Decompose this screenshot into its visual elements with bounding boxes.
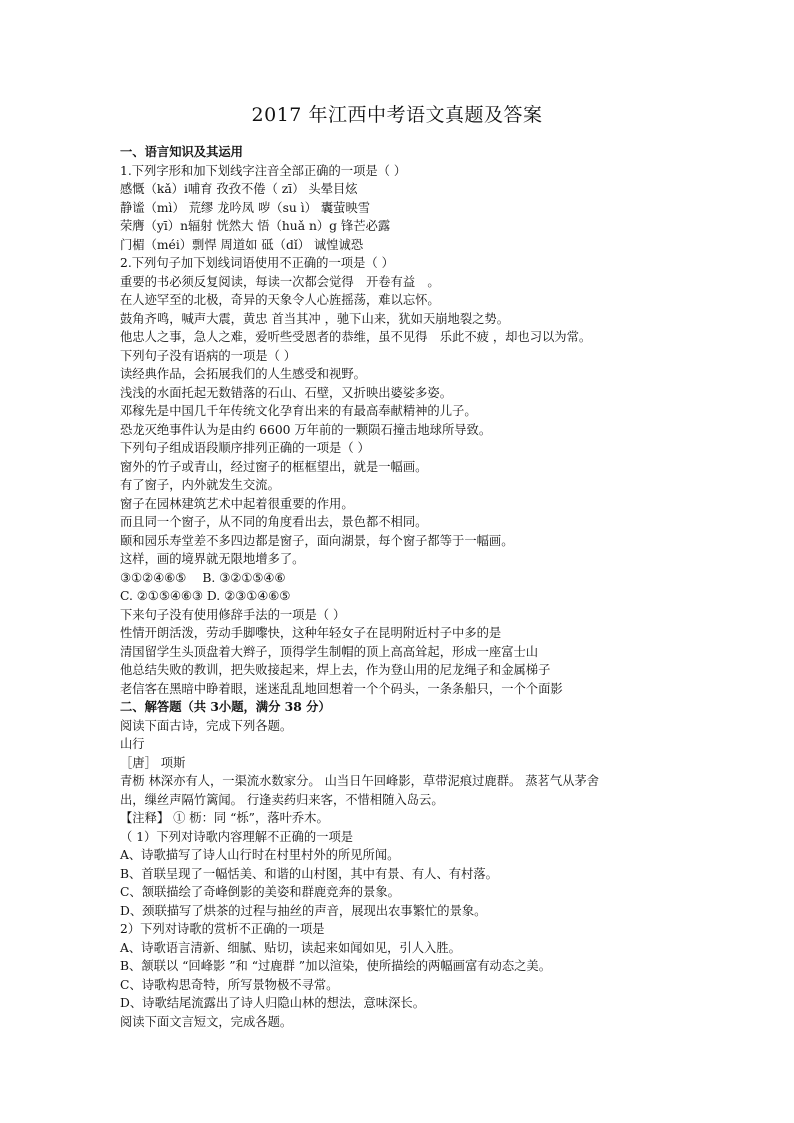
text-line: 静谧（mì） 荒缪 龙吟凤 哕（su ì） 囊萤映雪 <box>120 200 371 215</box>
document-title: 2017 年江西中考语文真题及答案 <box>251 104 543 126</box>
section-1-body <box>120 162 720 699</box>
text-line: 下列句子组成语段顺序排列正确的一项是（ ） <box>120 441 370 455</box>
text-line: 他忠人之事，急人之难，爱听些受恩者的恭维，虽不见得 乐此不疲 ，却也习以为常。 <box>120 330 592 344</box>
text-line: ［唐］ 项斯 <box>120 755 186 770</box>
text-line: 窗子在园林建筑艺术中起着很重要的作用。 <box>120 496 354 511</box>
text-line: C、诗歌构思奇特，所写景物极不寻常。 <box>120 977 339 992</box>
text-line: 读经典作品，会拓展我们的人生感受和视野。 <box>120 367 366 381</box>
text-line: 邓稼先是中国几千年传统文化孕育出来的有最高奉献精神的儿子。 <box>120 404 477 418</box>
text-line: 山行 <box>120 737 145 751</box>
text-line: ③①②④⑥⑤ B. ③②①⑤④⑥ <box>120 570 286 585</box>
text-line: 下来句子没有使用修辞手法的一项是（ ） <box>120 607 346 622</box>
text-line: 这样，画的境界就无限地增多了。 <box>120 552 305 566</box>
text-line: B、颔联以 “回峰影 ”和 “过鹿群 ”加以渲染，使所描绘的两幅画富有动态之美。 <box>120 959 552 973</box>
text-line: 荣膺（yī）n辐射 恍然大 悟（huǎ n）g 锋芒必露 <box>120 219 391 233</box>
text-line: 浅浅的水面托起无数错落的石山、石壁，又折映出婆娑多姿。 <box>120 385 453 400</box>
text-line: 2.下列句子加下划线词语使用不正确的一项是（ ） <box>120 256 394 270</box>
text-line: D、诗歌结尾流露出了诗人归隐山林的想法，意味深长。 <box>120 996 425 1010</box>
text-line: 阅读下面文言短文，完成各题。 <box>120 1014 293 1029</box>
text-line: 出，缫丝声隔竹篱闻。 行逢卖药归来客，不惜相随入岛云。 <box>120 792 444 807</box>
text-line: C. ②①⑤④⑥③ D. ②③①④⑥⑤ <box>120 589 291 603</box>
text-line: 重要的书必须反复阅读，每读一次都会觉得 开卷有益 。 <box>120 274 440 289</box>
text-line: 1.下列字形和加下划线字注音全部正确的一项是（ ） <box>120 163 407 178</box>
text-line: 他总结失败的教训，把失败接起来，焊上去，作为登山用的尼龙绳子和金属梯子 <box>120 663 551 677</box>
text-line: 老信客在黑暗中睁着眼，迷迷乱乱地回想着一个个码头，一条条船只，一个个面影 <box>120 681 563 696</box>
text-line: 鼓角齐鸣，喊声大震，黄忠 首当其冲 ，驰下山来，犹如天崩地裂之势。 <box>120 311 510 326</box>
text-line: A、诗歌描写了诗人山行时在村里村外的所见所闻。 <box>120 848 400 862</box>
text-line: C、颔联描绘了奇峰倒影的美姿和群鹿竞奔的景象。 <box>120 885 400 899</box>
text-line: 【注释】 ① 枥：同 “栎”，落叶乔木。 <box>120 811 329 825</box>
text-line: 有了窗子，内外就发生交流。 <box>120 478 280 492</box>
text-line: 门楣（méi）剽悍 周道如 砥（dǐ） 诚惶诚恐 <box>120 237 364 252</box>
section-heading: 一、语言知识及其运用 <box>120 144 243 159</box>
text-line: 恐龙灭绝事件认为是由约 6600 万年前的一颗陨石撞击地球所导致。 <box>120 422 492 437</box>
text-line: 窗外的竹子或青山，经过窗子的框框望出，就是一幅画。 <box>120 459 428 474</box>
text-line: D、颈联描写了烘茶的过程与抽丝的声音，展现出农事繁忙的景象。 <box>120 903 487 918</box>
text-line: 性情开朗活泼，劳动手脚嚟快，这种年轻女子在昆明附近村子中多的是 <box>120 626 502 640</box>
section-heading: 二、解答题（共 3小题，满分 38 分） <box>120 699 331 714</box>
text-line: 而且同一个窗子，从不同的角度看出去，景色都不相同。 <box>120 515 428 529</box>
text-line: 青枥 林深亦有人，一渠流水数家分。 山当日午回峰影，草带泥痕过鹿群。 蒸茗气从茅舍 <box>120 774 600 788</box>
text-line: 阅读下面古诗，完成下列各题。 <box>120 718 293 733</box>
text-line: 颐和园乐寿堂差不多四边都是窗子，面向湖景，每个窗子都等于一幅画。 <box>120 533 514 548</box>
text-line: B、首联呈现了一幅恬美、和谐的山村图，其中有景、有人、有村落。 <box>120 866 498 881</box>
text-line: A、诗歌语言清新、细腻、贴切，读起来如闻如见，引人入胜。 <box>120 940 461 955</box>
section-2-body <box>120 717 720 1032</box>
document-body <box>120 143 720 1031</box>
text-line: 在人迹罕至的北极，奇异的天象令人心旌摇荡，难以忘怀。 <box>120 293 440 307</box>
text-line: 2）下列对诗歌的赏析不正确的一项是 <box>120 922 325 936</box>
text-line: 感慨（kǎ）i哺育 孜孜不倦（ zī） 头晕目炫 <box>120 182 358 196</box>
text-line: （ 1）下列对诗歌内容理解不正确的一项是 <box>120 829 354 844</box>
text-line: 下列句子没有语病的一项是（ ） <box>120 348 297 363</box>
text-line: 清国留学生头顶盘着大辫子，顶得学生制帽的顶上高高耸起，形成一座富士山 <box>120 644 539 659</box>
